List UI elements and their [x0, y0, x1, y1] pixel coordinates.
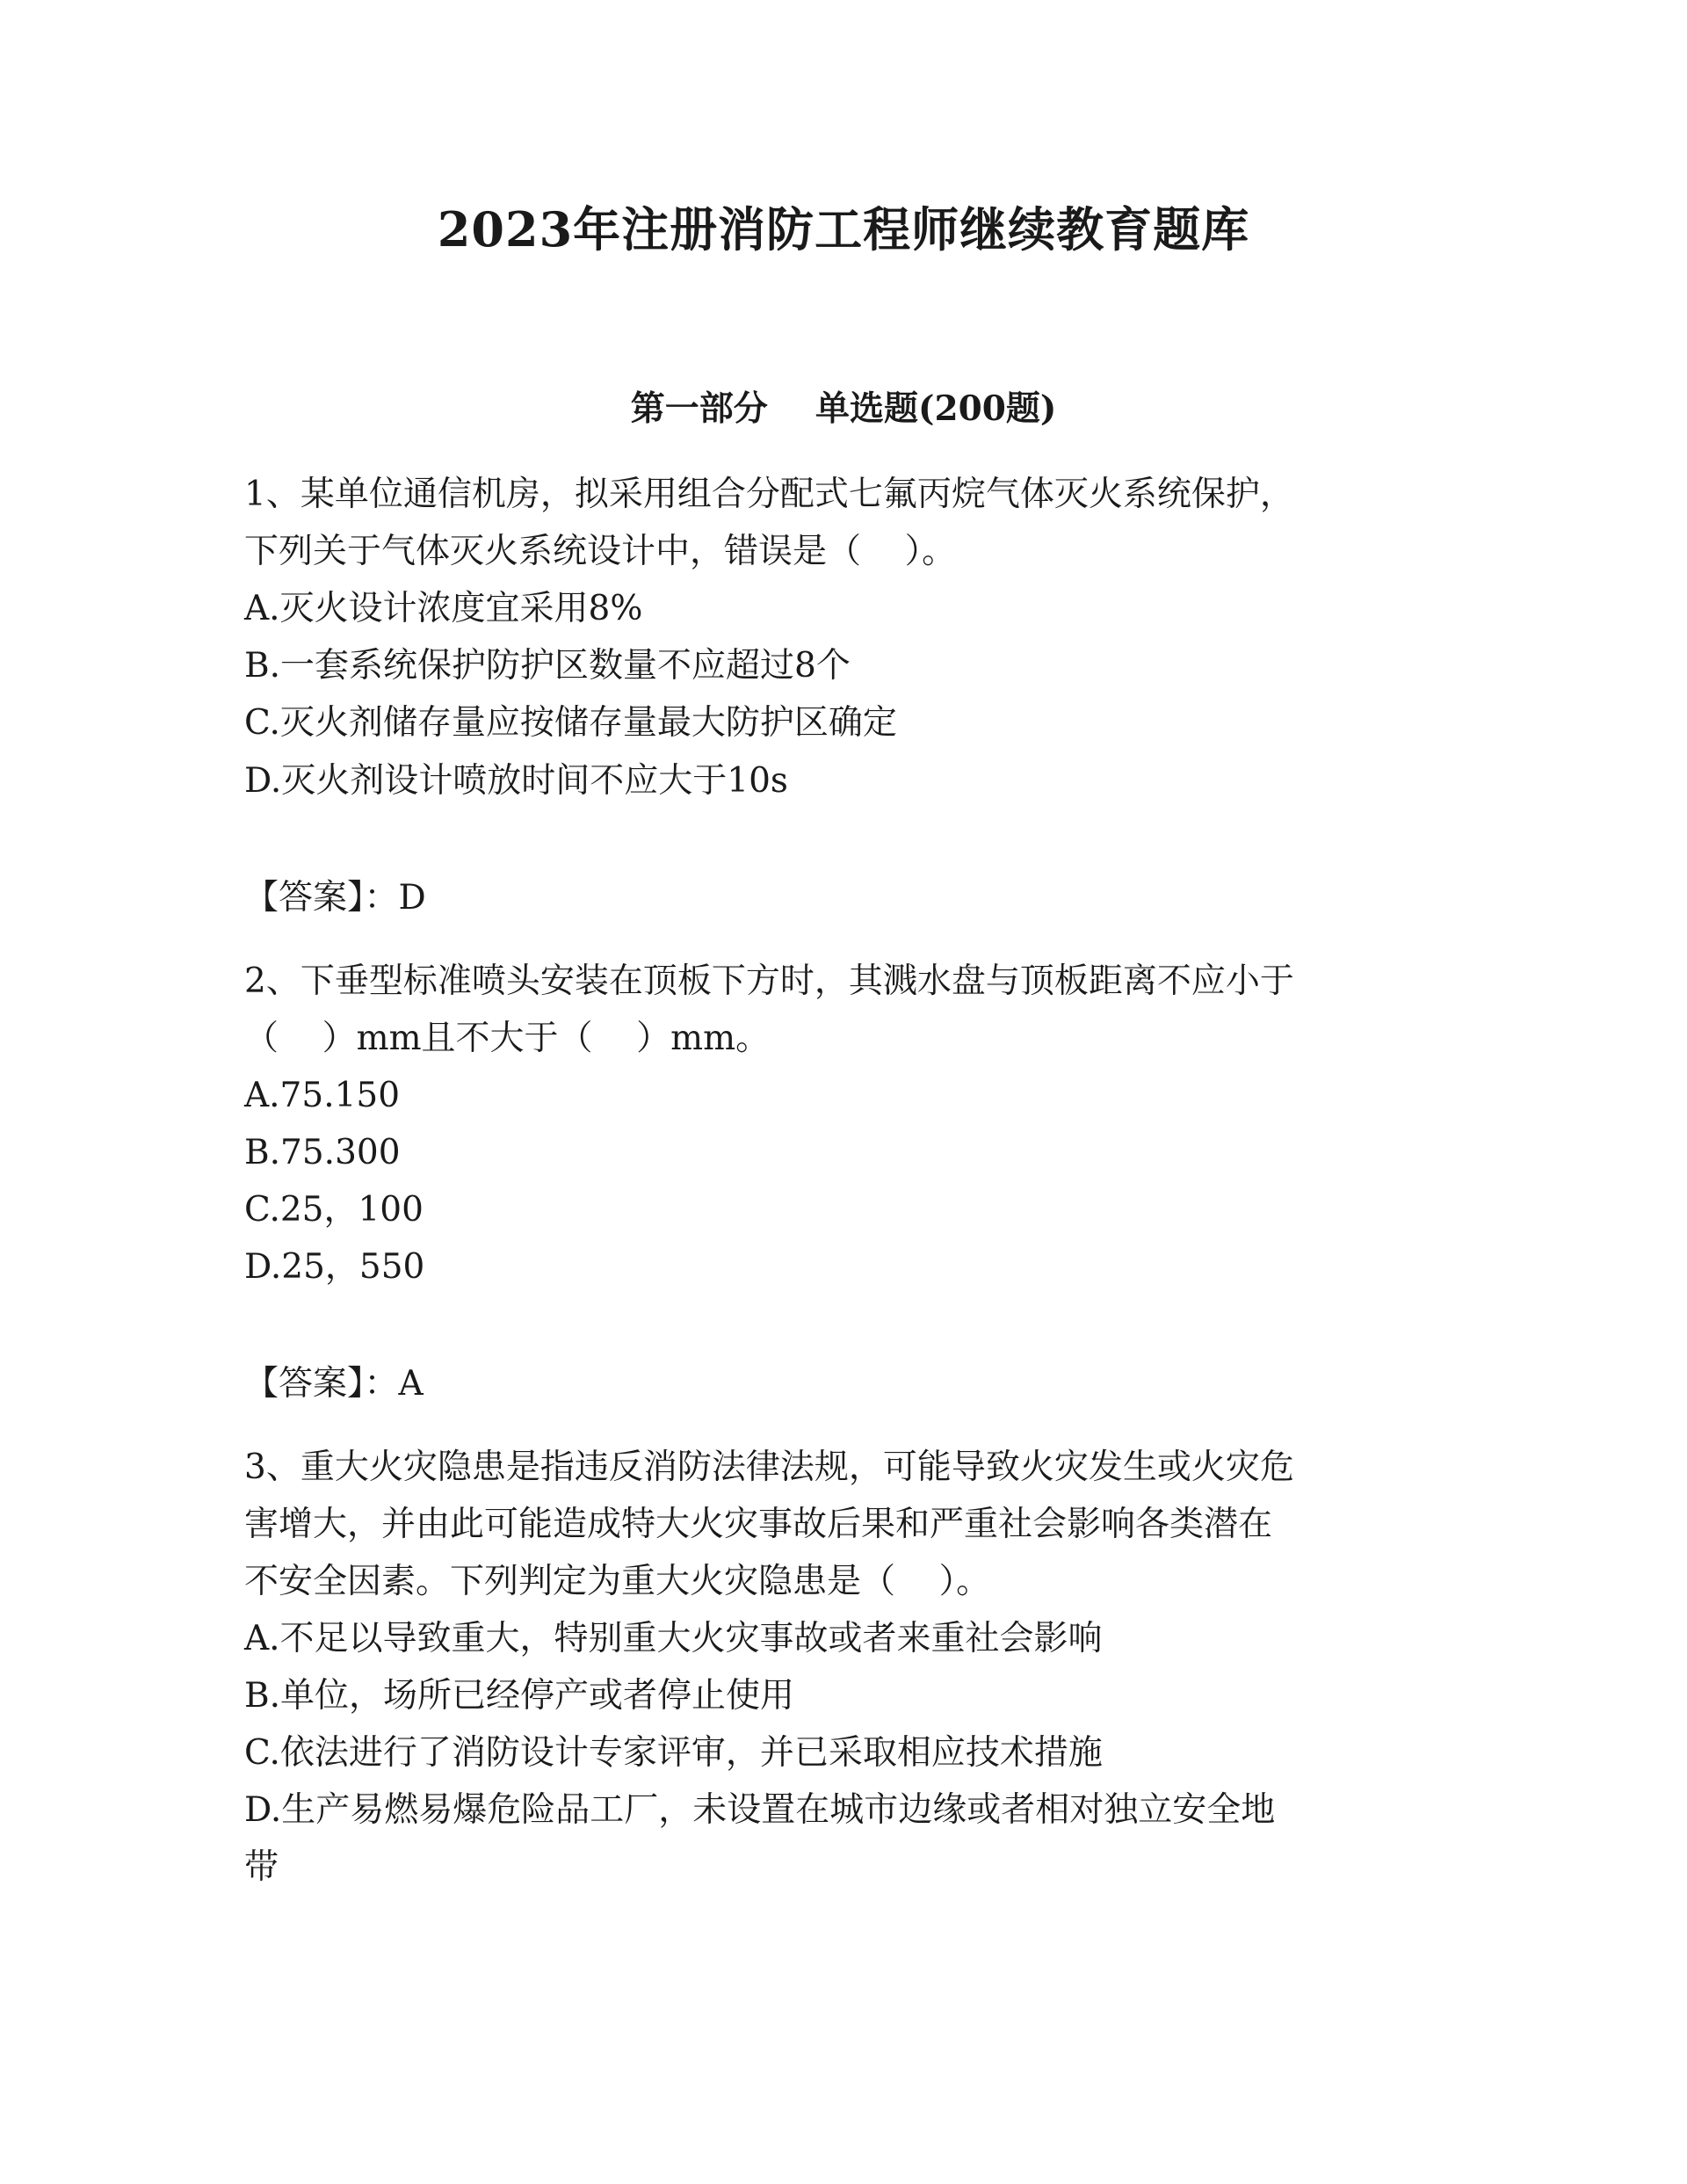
question-stem-line: 下列关于气体灭火系统设计中，错误是（ ）。 — [244, 532, 957, 571]
option-b: B.单位，场所已经停产或者停止使用 — [244, 1676, 795, 1716]
option-d: D.生产易燃易爆危险品工厂，未设置在城市边缘或者相对独立安全地 — [244, 1790, 1276, 1830]
section-title: 第一部分 单选题(200题) — [630, 388, 1057, 429]
option-a: A.灭火设计浓度宜采用8% — [244, 589, 643, 628]
option-c: C.依法进行了消防设计专家评审，并已采取相应技术措施 — [244, 1733, 1103, 1773]
question-stem-line: 不安全因素。下列判定为重大火灾隐患是（ ）。 — [244, 1562, 991, 1601]
option-c: C.25，100 — [244, 1190, 424, 1230]
option-b: B.一套系统保护防护区数量不应超过8个 — [244, 646, 851, 686]
question-stem-line: 3、重大火灾隐患是指违反消防法律法规，可能导致火灾发生或火灾危 — [244, 1448, 1294, 1487]
answer-line: 【答案】：D — [244, 878, 426, 918]
option-d: D.灭火剂设计喷放时间不应大于10s — [244, 761, 788, 801]
option-d: D.25，550 — [244, 1247, 425, 1287]
document-title: 2023年注册消防工程师继续教育题库 — [437, 201, 1250, 258]
question-stem-line: 害增大，并由此可能造成特大火灾事故后果和严重社会影响各类潜在 — [244, 1505, 1273, 1544]
question-stem-line: （ ）mm且不大于（ ）mm。 — [244, 1019, 771, 1058]
option-a: A.75.150 — [244, 1076, 401, 1115]
option-c: C.灭火剂储存量应按储存量最大防护区确定 — [244, 703, 897, 743]
answer-line: 【答案】：A — [244, 1364, 424, 1404]
question-stem-line: 2、下垂型标准喷头安装在顶板下方时，其溅水盘与顶板距离不应小于 — [244, 961, 1294, 1001]
option-a: A.不足以导致重大，特别重大火灾事故或者来重社会影响 — [244, 1619, 1103, 1658]
option-d-continued: 带 — [244, 1847, 279, 1887]
question-stem-line: 1、某单位通信机房，拟采用组合分配式七氟丙烷气体灭火系统保护， — [244, 475, 1294, 514]
option-b: B.75.300 — [244, 1133, 401, 1172]
